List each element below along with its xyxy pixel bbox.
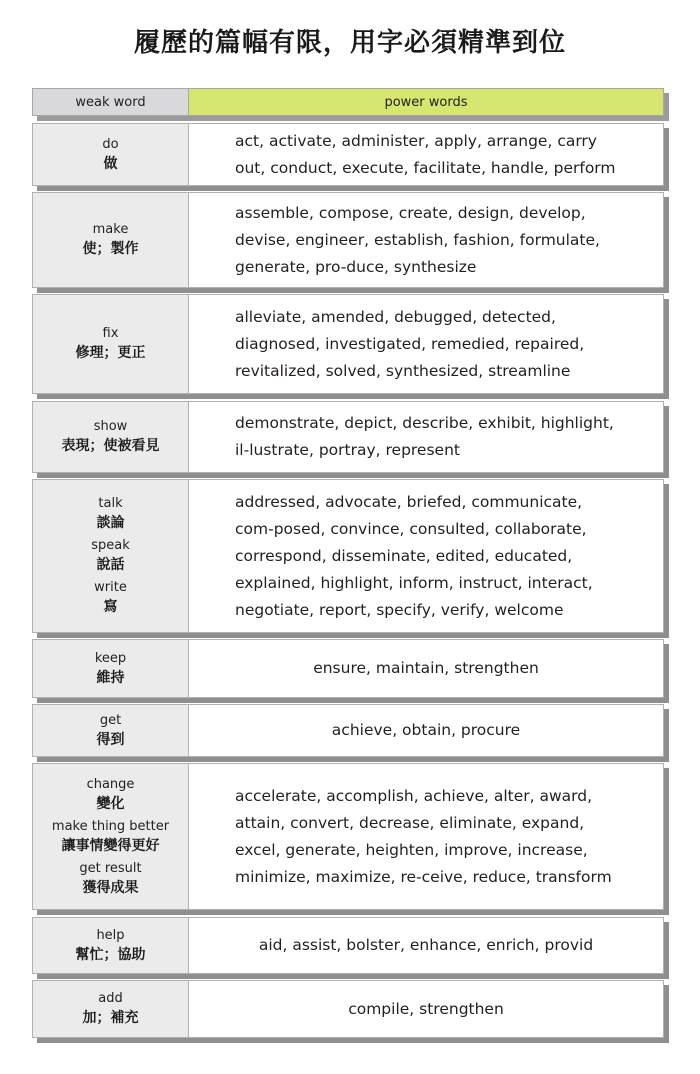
weak-word-en: show <box>93 419 128 434</box>
power-words-cell: ensure, maintain, strengthen <box>189 639 664 698</box>
power-words-cell: assemble, compose, create, design, develop, devise, engineer, establish, fashion, formulate, generate, pro-duce, synthesize <box>189 192 664 288</box>
table-header <box>32 88 664 116</box>
power-words-cell: act, activate, administer, apply, arrange, carry out, conduct, execute, facilitate, handle, perform <box>189 123 664 186</box>
weak-word-en: get <box>99 712 122 728</box>
weak-word-zh: 加；補充 <box>82 1010 139 1026</box>
weak-word-en: write <box>94 580 127 595</box>
power-words-cell: aid, assist, bolster, enhance, enrich, provid <box>189 917 664 974</box>
weak-word-zh: 使；製作 <box>82 241 139 257</box>
power-words-cell: alleviate, amended, debugged, detected, diagnosed, investigated, remedied, repaired, revitalized, solved, synthesized, streamline <box>189 294 664 394</box>
weak-word-zh: 得到 <box>96 731 125 748</box>
weak-word-en: talk <box>98 496 123 511</box>
weak-word-zh: 說話 <box>96 557 125 573</box>
weak-word-cell <box>32 917 189 974</box>
weak-word-cell <box>32 192 189 288</box>
weak-word-en: change <box>86 776 135 792</box>
table-row <box>32 763 664 910</box>
page-title: 履歷的篇幅有限，用字必須精準到位 <box>133 28 566 58</box>
weak-word-zh: 讓事情變得更好 <box>61 837 160 854</box>
weak-word-cell <box>32 401 189 473</box>
weak-word-en: make thing better <box>51 818 170 834</box>
weak-word-cell <box>32 980 189 1038</box>
weak-word-en: keep <box>94 650 127 666</box>
table-row <box>32 704 664 757</box>
weak-word-en: make <box>92 222 129 237</box>
weak-word-en: speak <box>91 538 130 553</box>
weak-word-zh: 維持 <box>96 669 125 686</box>
weak-word-cell <box>32 123 189 186</box>
weak-word-zh: 修理；更正 <box>75 345 146 361</box>
weak-word-zh: 變化 <box>96 795 125 812</box>
weak-word-cell <box>32 294 189 394</box>
table-row <box>32 479 664 633</box>
table-row <box>32 192 664 288</box>
weak-word-en: help <box>96 927 125 943</box>
weak-word-cell <box>32 639 189 698</box>
table-row <box>32 917 664 974</box>
weak-word-cell <box>32 479 189 633</box>
weak-word-zh: 獲得成果 <box>82 879 139 896</box>
table-row <box>32 294 664 394</box>
weak-word-zh: 寫 <box>103 599 118 615</box>
header-weak-word: weak word <box>32 88 189 116</box>
power-words-cell: accelerate, accomplish, achieve, alter, award, attain, convert, decrease, eliminate, expand, excel, generate, heighten, improve, increase, minimize, maximize, re-ceive, reduce, transform <box>189 763 664 910</box>
weak-word-zh: 表現；使被看見 <box>61 438 160 454</box>
weak-word-en: fix <box>102 326 119 341</box>
power-words-cell: addressed, advocate, briefed, communicate, com-posed, convince, consulted, collaborate, correspond, disseminate, edited, educated, explained, highlight, inform, instruct, interact, negotiate, report, specify, verify, welcome <box>189 479 664 633</box>
weak-word-en: add <box>98 991 123 1006</box>
weak-word-en: do <box>102 136 119 152</box>
weak-word-cell <box>32 704 189 757</box>
table-row <box>32 980 664 1038</box>
header-power-words: power words <box>189 88 664 116</box>
power-words-cell: compile, strengthen <box>189 980 664 1038</box>
table-row <box>32 639 664 698</box>
table-row <box>32 401 664 473</box>
weak-word-cell <box>32 763 189 910</box>
weak-word-zh: 做 <box>103 155 118 172</box>
table-row <box>32 123 664 186</box>
weak-word-zh: 談論 <box>96 515 125 531</box>
weak-word-en: get result <box>79 860 142 876</box>
weak-word-zh: 幫忙；協助 <box>75 946 146 963</box>
power-words-cell: achieve, obtain, procure <box>189 704 664 757</box>
power-words-cell: demonstrate, depict, describe, exhibit, highlight, il-lustrate, portray, represent <box>189 401 664 473</box>
